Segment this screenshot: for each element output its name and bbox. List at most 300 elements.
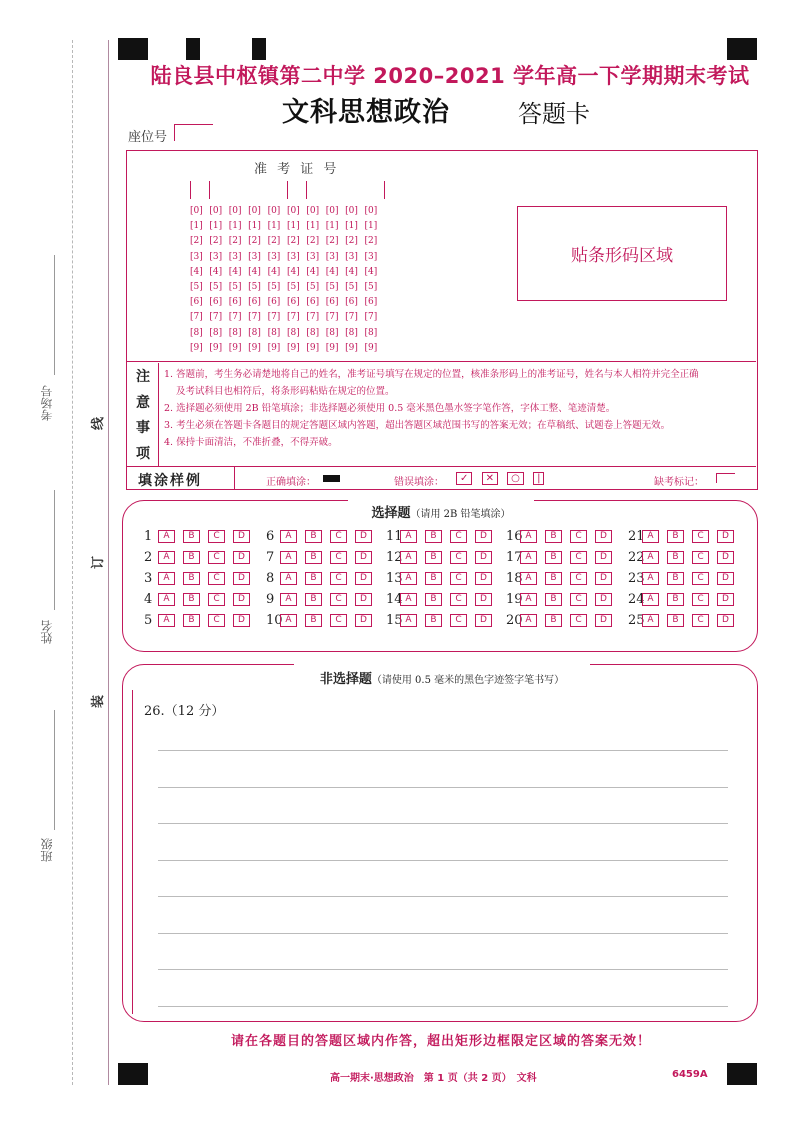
option-bubble[interactable]: D <box>475 530 492 543</box>
question-number: 23 <box>628 571 645 586</box>
option-bubble[interactable]: D <box>233 593 250 606</box>
exam-number-bubble[interactable]: [4] <box>364 266 378 277</box>
option-bubble[interactable]: B <box>667 572 684 585</box>
exam-number-bubble[interactable]: [6] <box>248 297 261 308</box>
option-bubble[interactable]: B <box>425 572 442 585</box>
option-bubble[interactable]: D <box>717 593 734 606</box>
option-bubble[interactable]: B <box>183 593 200 606</box>
wrong-fill-bar-icon: | <box>533 472 544 485</box>
exam-number-bubble[interactable]: [2] <box>325 236 339 247</box>
exam-number-bubble[interactable]: [7] <box>306 312 320 323</box>
correct-fill-sample <box>323 475 340 482</box>
exam-number-bubble[interactable]: [5] <box>267 281 281 292</box>
option-bubble[interactable]: D <box>717 551 734 564</box>
notice-item: 2. 选择题必须使用 2B 铅笔填涂；非选择题必须使用 0.5 毫米黑色墨水签字笔作答，字体工整、笔迹清楚。 <box>164 403 616 414</box>
exam-number-row <box>190 341 384 356</box>
exam-number-bubble[interactable]: [0] <box>286 206 300 216</box>
exam-number-bubble[interactable]: [7] <box>345 312 358 323</box>
option-bubble[interactable]: B <box>305 530 322 543</box>
exam-number-bubble[interactable]: [9] <box>209 342 223 353</box>
choice-question <box>628 613 742 628</box>
option-bubble[interactable]: C <box>570 530 587 543</box>
exam-number-bubble[interactable]: [9] <box>248 342 261 353</box>
option-bubble[interactable]: A <box>158 572 175 585</box>
question-number: 4 <box>144 592 153 607</box>
exam-title: 陆良县中枢镇第二中学 2020–2021 学年高一下学期期末考试 <box>150 64 750 88</box>
option-bubble[interactable]: A <box>520 614 537 627</box>
choice-question <box>386 571 500 586</box>
choice-hint: （请用 2B 铅笔填涂） <box>410 509 511 520</box>
exam-number-bubble[interactable]: [6] <box>228 297 242 308</box>
exam-number-bubble[interactable]: [5] <box>325 281 339 292</box>
positioning-mark-top-2 <box>186 38 200 60</box>
option-bubble[interactable]: A <box>158 614 175 627</box>
option-bubble[interactable]: C <box>208 572 225 585</box>
exam-number-row <box>190 204 384 219</box>
notice-top-border <box>126 361 756 362</box>
exam-number-bubble[interactable]: [7] <box>209 312 223 323</box>
option-bubble[interactable]: C <box>570 572 587 585</box>
option-bubble[interactable]: B <box>545 614 562 627</box>
option-bubble[interactable]: B <box>667 530 684 543</box>
exam-number-bubble[interactable]: [6] <box>306 297 320 308</box>
exam-number-bubble[interactable]: [3] <box>306 251 320 262</box>
option-bubble[interactable]: A <box>520 530 537 543</box>
exam-number-bubble[interactable]: [8] <box>364 327 378 338</box>
exam-number-bubble[interactable]: [1] <box>267 221 281 232</box>
option-bubble[interactable]: C <box>330 551 347 564</box>
option-bubble[interactable]: D <box>355 572 372 585</box>
option-bubble[interactable]: D <box>595 614 612 627</box>
option-bubble[interactable]: B <box>545 572 562 585</box>
option-bubble[interactable]: C <box>692 530 709 543</box>
exam-number-bubble[interactable]: [9] <box>267 342 281 353</box>
option-bubble[interactable]: B <box>305 572 322 585</box>
option-bubble[interactable]: A <box>400 572 417 585</box>
exam-number-bubble[interactable]: [6] <box>286 297 300 308</box>
exam-number-bubble[interactable]: [3] <box>228 251 242 262</box>
exam-number-bubble[interactable]: [0] <box>364 206 378 216</box>
question-number: 14 <box>386 592 403 607</box>
exam-number-bubble[interactable]: [8] <box>325 327 339 338</box>
exam-number-row <box>190 310 384 325</box>
option-bubble[interactable]: B <box>183 551 200 564</box>
exam-number-bubble[interactable]: [7] <box>248 312 261 323</box>
exam-number-bubble[interactable]: [2] <box>364 236 378 247</box>
question-number: 15 <box>386 613 403 628</box>
question-number: 1 <box>144 529 153 544</box>
notice-item: 4. 保持卡面清洁，不准折叠，不得弄破。 <box>164 437 338 448</box>
option-bubble[interactable]: C <box>450 530 467 543</box>
choice-question <box>144 571 258 586</box>
nonchoice-hint: （请使用 0.5 毫米的黑色字迹签字笔书写） <box>371 675 565 686</box>
exam-number-bubble[interactable]: [9] <box>306 342 320 353</box>
exam-number-bubble[interactable]: [3] <box>267 251 281 262</box>
exam-number-bubble[interactable]: [7] <box>325 312 339 323</box>
option-bubble[interactable]: D <box>475 614 492 627</box>
option-bubble[interactable]: C <box>450 551 467 564</box>
option-bubble[interactable]: D <box>233 614 250 627</box>
exam-number-bubble[interactable]: [0] <box>248 206 261 216</box>
choice-question <box>506 613 620 628</box>
option-bubble[interactable]: C <box>330 530 347 543</box>
option-bubble[interactable]: B <box>305 551 322 564</box>
exam-number-bubble[interactable]: [8] <box>190 327 203 338</box>
option-bubble[interactable]: B <box>667 551 684 564</box>
exam-number-bubble[interactable]: [4] <box>306 266 320 277</box>
exam-number-bubble[interactable]: [3] <box>209 251 223 262</box>
exam-number-bubble[interactable]: [8] <box>306 327 320 338</box>
nonchoice-inner-divider <box>132 690 133 1014</box>
option-bubble[interactable]: C <box>570 551 587 564</box>
question-number: 13 <box>386 571 403 586</box>
option-bubble[interactable]: D <box>475 572 492 585</box>
exam-number-bubble[interactable]: [4] <box>286 266 300 277</box>
question-number: 22 <box>628 550 645 565</box>
exam-number-row <box>190 234 384 249</box>
exam-number-bubble[interactable]: [2] <box>190 236 203 247</box>
exam-number-row <box>190 280 384 295</box>
option-bubble[interactable]: A <box>642 572 659 585</box>
question-number: 18 <box>506 571 523 586</box>
option-bubble[interactable]: B <box>183 530 200 543</box>
option-bubble[interactable]: D <box>355 593 372 606</box>
exam-number-bubble[interactable]: [6] <box>325 297 339 308</box>
exam-number-bubble[interactable]: [6] <box>345 297 358 308</box>
exam-number-bubble[interactable]: [8] <box>228 327 242 338</box>
option-bubble[interactable]: D <box>717 530 734 543</box>
exam-number-bubble[interactable]: [8] <box>267 327 281 338</box>
wrong-fill-cross-icon: ✕ <box>482 472 498 485</box>
option-bubble[interactable]: B <box>425 614 442 627</box>
positioning-mark-top-3 <box>252 38 266 60</box>
answer-line[interactable] <box>158 823 728 824</box>
exam-number-bubble[interactable]: [0] <box>325 206 339 216</box>
option-bubble[interactable]: D <box>595 551 612 564</box>
exam-number-bubble[interactable]: [1] <box>228 221 242 232</box>
option-bubble[interactable]: B <box>425 593 442 606</box>
exam-number-bubble[interactable]: [9] <box>190 342 203 353</box>
wrong-fill-circle-icon: ○ <box>507 472 524 485</box>
option-bubble[interactable]: B <box>183 614 200 627</box>
option-bubble[interactable]: A <box>520 593 537 606</box>
option-bubble[interactable]: B <box>545 530 562 543</box>
option-bubble[interactable]: C <box>450 593 467 606</box>
exam-number-bubble[interactable]: [1] <box>345 221 358 232</box>
exam-number-bubble[interactable]: [3] <box>345 251 358 262</box>
wrong-fill-samples <box>456 473 544 484</box>
exam-number-bubble[interactable]: [1] <box>190 221 203 232</box>
option-bubble[interactable]: D <box>717 614 734 627</box>
footer-warning: 请在各题目的答题区域内作答，超出矩形边框限定区域的答案无效！ <box>230 1034 651 1049</box>
exam-number-bubble[interactable]: [4] <box>345 266 358 277</box>
option-bubble[interactable]: C <box>570 614 587 627</box>
choice-question <box>266 613 380 628</box>
exam-number-bubble[interactable]: [0] <box>209 206 223 216</box>
option-bubble[interactable]: C <box>330 614 347 627</box>
choice-question <box>266 550 380 565</box>
choice-question <box>506 571 620 586</box>
exam-number-bubble[interactable]: [0] <box>267 206 281 216</box>
option-bubble[interactable]: D <box>233 551 250 564</box>
exam-number-bubble[interactable]: [9] <box>325 342 339 353</box>
exam-number-bubble[interactable]: [4] <box>228 266 242 277</box>
exam-number-bubble[interactable]: [9] <box>286 342 300 353</box>
notice-label-char: 注 <box>136 368 150 385</box>
option-bubble[interactable]: A <box>642 530 659 543</box>
option-bubble[interactable]: A <box>400 593 417 606</box>
exam-number-bubble[interactable]: [3] <box>325 251 339 262</box>
exam-number-bubble[interactable]: [1] <box>306 221 320 232</box>
exam-number-bubble[interactable]: [1] <box>248 221 261 232</box>
option-bubble[interactable]: C <box>450 572 467 585</box>
option-bubble[interactable]: C <box>208 614 225 627</box>
exam-number-bubble[interactable]: [9] <box>345 342 358 353</box>
option-bubble[interactable]: A <box>280 593 297 606</box>
option-bubble[interactable]: D <box>475 551 492 564</box>
option-bubble[interactable]: D <box>595 572 612 585</box>
exam-number-bubble[interactable]: [2] <box>267 236 281 247</box>
option-bubble[interactable]: A <box>400 614 417 627</box>
option-bubble[interactable]: A <box>280 530 297 543</box>
absent-mark-label: 缺考标记： <box>654 477 704 488</box>
wrong-fill-check-icon: ✓ <box>456 472 472 485</box>
exam-number-bubble[interactable]: [7] <box>228 312 242 323</box>
option-bubble[interactable]: A <box>158 530 175 543</box>
exam-number-bubble[interactable]: [4] <box>248 266 261 277</box>
option-bubble[interactable]: D <box>595 593 612 606</box>
option-bubble[interactable]: C <box>208 551 225 564</box>
choice-title <box>348 502 534 521</box>
option-bubble[interactable]: D <box>233 530 250 543</box>
option-bubble[interactable]: A <box>158 593 175 606</box>
choice-question <box>506 592 620 607</box>
exam-number-bubble[interactable]: [2] <box>345 236 358 247</box>
option-bubble[interactable]: C <box>208 593 225 606</box>
exam-number-bubble[interactable]: [2] <box>248 236 261 247</box>
exam-number-bubble[interactable]: [5] <box>306 281 320 292</box>
option-bubble[interactable]: D <box>355 551 372 564</box>
class-field[interactable] <box>54 710 55 830</box>
exam-number-bubble[interactable]: [7] <box>364 312 378 323</box>
exam-number-bubble[interactable]: [1] <box>286 221 300 232</box>
option-bubble[interactable]: C <box>330 593 347 606</box>
option-bubble[interactable]: B <box>545 593 562 606</box>
nonchoice-title-text: 非选择题 <box>319 672 372 687</box>
option-bubble[interactable]: A <box>642 614 659 627</box>
option-bubble[interactable]: B <box>425 530 442 543</box>
option-bubble[interactable]: C <box>570 593 587 606</box>
class-label: 班级 <box>40 838 54 862</box>
choice-question <box>506 550 620 565</box>
question-number: 3 <box>144 571 153 586</box>
option-bubble[interactable]: C <box>692 572 709 585</box>
exam-number-bubble[interactable]: [4] <box>209 266 223 277</box>
fill-example-title: 填涂样例 <box>138 473 202 489</box>
choice-question <box>144 529 258 544</box>
option-bubble[interactable]: A <box>280 572 297 585</box>
exam-number-bubble[interactable]: [6] <box>190 297 203 308</box>
option-bubble[interactable]: A <box>280 551 297 564</box>
answer-line[interactable] <box>158 896 728 897</box>
exam-number-bubble[interactable]: [3] <box>190 251 203 262</box>
choice-question <box>266 592 380 607</box>
absent-mark-box[interactable] <box>716 473 735 483</box>
notice-item: 3. 考生必须在答题卡各题目的规定答题区域内答题，超出答题区域范围书写的答案无效；在草稿纸、试题卷上答题无效。 <box>164 420 671 431</box>
exam-number-row <box>190 250 384 265</box>
option-bubble[interactable]: A <box>400 551 417 564</box>
option-bubble[interactable]: B <box>425 551 442 564</box>
answer-line[interactable] <box>158 1006 728 1007</box>
exam-number-bubble[interactable]: [8] <box>286 327 300 338</box>
option-bubble[interactable]: C <box>450 614 467 627</box>
exam-number-bubble[interactable]: [5] <box>286 281 300 292</box>
answer-line[interactable] <box>158 787 728 788</box>
question-number: 6 <box>266 529 275 544</box>
exam-number-bubble[interactable]: [2] <box>306 236 320 247</box>
exam-number-bubble[interactable]: [3] <box>248 251 261 262</box>
answer-line[interactable] <box>158 750 728 751</box>
question-number: 17 <box>506 550 523 565</box>
exam-number-row <box>190 219 384 234</box>
exam-number-bubble[interactable]: [5] <box>209 281 223 292</box>
exam-room-label: 考场号 <box>40 385 54 421</box>
choice-question <box>144 613 258 628</box>
exam-number-bubble[interactable]: [2] <box>228 236 242 247</box>
option-bubble[interactable]: D <box>595 530 612 543</box>
answer-line[interactable] <box>158 969 728 970</box>
choice-question <box>266 571 380 586</box>
question-number: 9 <box>266 592 275 607</box>
exam-number-bubble[interactable]: [2] <box>209 236 223 247</box>
option-bubble[interactable]: A <box>520 551 537 564</box>
exam-number-bubble[interactable]: [7] <box>267 312 281 323</box>
exam-number-bubble[interactable]: [7] <box>286 312 300 323</box>
option-bubble[interactable]: A <box>520 572 537 585</box>
exam-number-bubble[interactable]: [1] <box>325 221 339 232</box>
exam-number-bubble[interactable]: [0] <box>228 206 242 216</box>
exam-number-bubble[interactable]: [4] <box>325 266 339 277</box>
exam-number-row <box>190 265 384 280</box>
option-bubble[interactable]: D <box>233 572 250 585</box>
answer-line[interactable] <box>158 933 728 934</box>
choice-title-text: 选择题 <box>371 506 411 521</box>
binding-char-order: 订 <box>91 555 107 570</box>
choice-question <box>386 529 500 544</box>
exam-number-bubble[interactable]: [3] <box>286 251 300 262</box>
option-bubble[interactable]: D <box>717 572 734 585</box>
exam-number-bubble[interactable]: [5] <box>248 281 261 292</box>
exam-number-bubble[interactable]: [9] <box>364 342 378 353</box>
exam-number-bubble[interactable]: [0] <box>306 206 320 216</box>
option-bubble[interactable]: D <box>355 614 372 627</box>
question-number: 5 <box>144 613 153 628</box>
option-bubble[interactable]: A <box>642 593 659 606</box>
fill-example-row <box>126 466 756 489</box>
option-bubble[interactable]: D <box>355 530 372 543</box>
choice-question <box>386 592 500 607</box>
exam-number-bubble[interactable]: [7] <box>190 312 203 323</box>
notice-label-char: 事 <box>136 420 150 437</box>
seat-number-field[interactable] <box>174 124 213 141</box>
exam-number-bubble[interactable]: [4] <box>267 266 281 277</box>
exam-number-bubble[interactable]: [1] <box>209 221 223 232</box>
notice-label-char: 意 <box>136 394 150 411</box>
option-bubble[interactable]: C <box>208 530 225 543</box>
exam-number-bubble[interactable]: [5] <box>228 281 242 292</box>
card-title: 答题卡 <box>518 100 590 128</box>
option-bubble[interactable]: A <box>158 551 175 564</box>
option-bubble[interactable]: B <box>183 572 200 585</box>
exam-number-bubble[interactable]: [5] <box>345 281 358 292</box>
option-bubble[interactable]: C <box>330 572 347 585</box>
cut-line <box>72 40 73 1085</box>
option-bubble[interactable]: B <box>305 614 322 627</box>
exam-number-bubble[interactable]: [9] <box>228 342 242 353</box>
card-code: 6459A <box>672 1069 708 1080</box>
exam-number-bubble[interactable]: [3] <box>364 251 378 262</box>
exam-number-bubble[interactable]: [5] <box>190 281 203 292</box>
choice-question <box>144 592 258 607</box>
option-bubble[interactable]: D <box>475 593 492 606</box>
question-number: 10 <box>266 613 283 628</box>
option-bubble[interactable]: B <box>545 551 562 564</box>
exam-number-bubble[interactable]: [6] <box>364 297 378 308</box>
question-number: 24 <box>628 592 645 607</box>
exam-number-bubble[interactable]: [5] <box>364 281 378 292</box>
positioning-mark-top-1 <box>118 38 148 60</box>
notice-label-char: 项 <box>136 446 150 463</box>
question-number: 11 <box>386 529 403 544</box>
question-number: 21 <box>628 529 645 544</box>
exam-number-bubble[interactable]: [8] <box>248 327 261 338</box>
exam-number-label: 准 考 证 号 <box>254 162 340 177</box>
exam-number-row <box>190 295 384 310</box>
choice-question <box>628 550 742 565</box>
option-bubble[interactable]: B <box>305 593 322 606</box>
question-number: 25 <box>628 613 645 628</box>
fill-example-divider <box>234 467 235 489</box>
positioning-mark-bottom-right <box>727 1063 757 1085</box>
option-bubble[interactable]: A <box>400 530 417 543</box>
option-bubble[interactable]: A <box>642 551 659 564</box>
answer-line[interactable] <box>158 860 728 861</box>
exam-number-bubble[interactable]: [1] <box>364 221 378 232</box>
option-bubble[interactable]: A <box>280 614 297 627</box>
exam-number-bubble[interactable]: [0] <box>190 206 203 216</box>
option-bubble[interactable]: C <box>692 614 709 627</box>
option-bubble[interactable]: B <box>667 593 684 606</box>
exam-number-bubble[interactable]: [6] <box>209 297 223 308</box>
exam-room-field[interactable] <box>54 255 55 375</box>
exam-number-bubble[interactable]: [4] <box>190 266 203 277</box>
option-bubble[interactable]: C <box>692 593 709 606</box>
question-number: 20 <box>506 613 523 628</box>
page-info: 高一期末·思想政治 第 1 页（共 2 页） 文科 <box>330 1073 537 1084</box>
name-field[interactable] <box>54 490 55 610</box>
option-bubble[interactable]: C <box>692 551 709 564</box>
question-number: 16 <box>506 529 523 544</box>
exam-number-bubble[interactable]: [8] <box>345 327 358 338</box>
choice-question <box>386 613 500 628</box>
exam-number-bubble[interactable]: [8] <box>209 327 223 338</box>
option-bubble[interactable]: B <box>667 614 684 627</box>
exam-number-bubble-grid[interactable] <box>190 204 384 356</box>
exam-number-bubble[interactable]: [0] <box>345 206 358 216</box>
exam-number-bubble[interactable]: [2] <box>286 236 300 247</box>
exam-number-bubble[interactable]: [6] <box>267 297 281 308</box>
positioning-mark-bottom-left <box>118 1063 148 1085</box>
